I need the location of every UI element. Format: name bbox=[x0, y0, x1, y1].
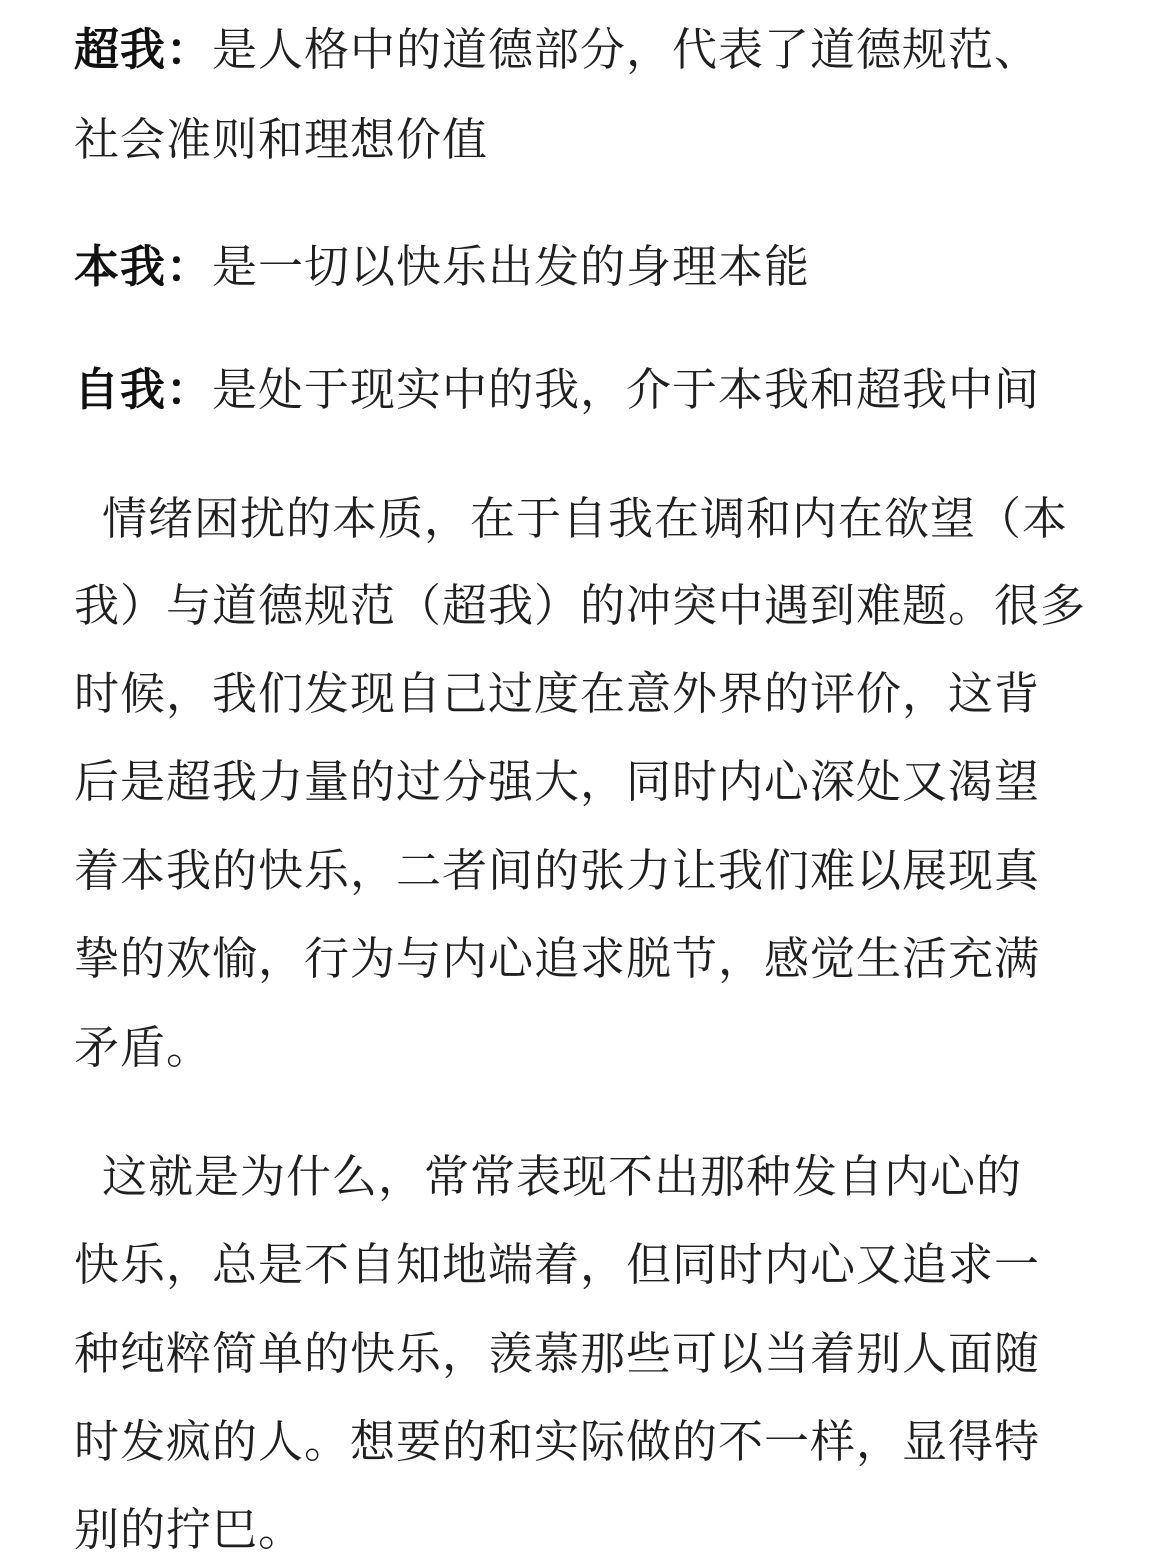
term-ego: 自我 bbox=[74, 363, 167, 416]
definition-text-continued: 社会准则和理想价值 bbox=[74, 113, 489, 166]
term-separator: ： bbox=[166, 240, 213, 293]
paragraph-2-line: 这就是为什么，常常表现不出那种发自内心的 bbox=[102, 1150, 1023, 1203]
paragraph-1-line: 挚的欢愉，行为与内心追求脱节，感觉生活充满 bbox=[74, 932, 1041, 985]
paragraph-1-line: 时候，我们发现自己过度在意外界的评价，这背 bbox=[74, 667, 1041, 720]
paragraph-1-line: 我）与道德规范（超我）的冲突中遇到难题。很多 bbox=[74, 579, 1087, 632]
term-separator: ： bbox=[166, 23, 213, 76]
definition-text: 是人格中的道德部分，代表了道德规范、 bbox=[212, 23, 1041, 76]
paragraph-2-line: 别的拧巴。 bbox=[74, 1503, 305, 1556]
definition-superego bbox=[74, 20, 1040, 80]
definition-id bbox=[74, 237, 810, 297]
paragraph-1-line: 着本我的快乐，二者间的张力让我们难以展现真 bbox=[74, 844, 1041, 897]
definition-ego bbox=[74, 360, 1040, 420]
paragraph-1-line: 情绪困扰的本质，在于自我在调和内在欲望（本 bbox=[102, 492, 1069, 545]
paragraph-1-line: 后是超我力量的过分强大，同时内心深处又渴望 bbox=[74, 755, 1041, 808]
term-separator: ： bbox=[166, 363, 213, 416]
definition-text: 是一切以快乐出发的身理本能 bbox=[212, 240, 811, 293]
paragraph-1-line: 矛盾。 bbox=[74, 1021, 213, 1074]
paragraph-2-line: 种纯粹简单的快乐，羡慕那些可以当着别人面随 bbox=[74, 1327, 1041, 1380]
definition-text: 是处于现实中的我，介于本我和超我中间 bbox=[212, 363, 1041, 416]
paragraph-2-line: 快乐，总是不自知地端着，但同时内心又追求一 bbox=[74, 1238, 1041, 1291]
term-superego: 超我 bbox=[74, 23, 167, 76]
paragraph-2-line: 时发疯的人。想要的和实际做的不一样，显得特 bbox=[74, 1415, 1041, 1468]
term-id: 本我 bbox=[74, 240, 167, 293]
